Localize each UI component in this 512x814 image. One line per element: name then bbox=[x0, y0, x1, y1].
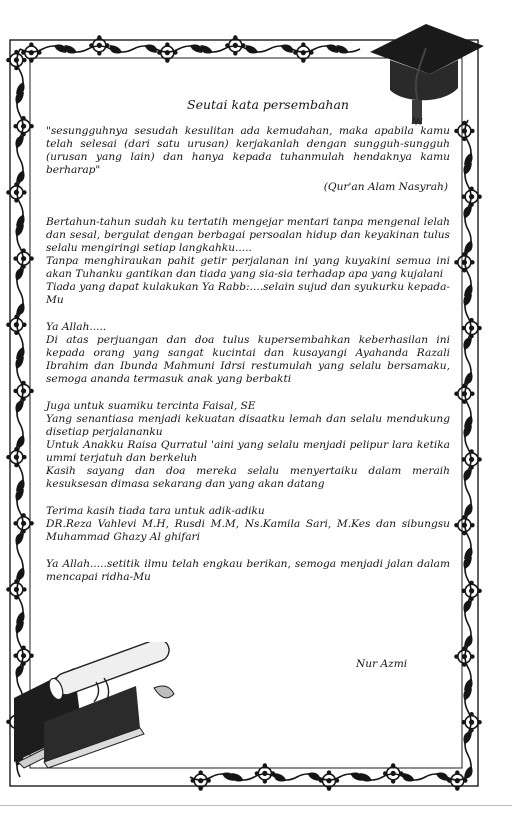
paragraph: Ya Allah..... bbox=[46, 321, 107, 333]
quote-text: "sesungguhnya sesudah kesulitan ada kemudahan, maka apabila kamu telah selesai (dari satu urusan) kerjakanlah dengan sungguh-sungguh (urusan yang lain) dan hanya kepada tuhanmulah hendaknya kamu berharap" bbox=[46, 125, 450, 176]
border-flower bbox=[255, 763, 275, 783]
border-flower bbox=[13, 381, 33, 401]
border-vine bbox=[465, 120, 471, 777]
signature-name: Nur Azmi bbox=[356, 658, 408, 670]
border-leaf bbox=[280, 41, 295, 56]
books-and-diploma-icon bbox=[4, 642, 194, 772]
border-flower bbox=[454, 515, 474, 535]
border-flower bbox=[319, 770, 339, 790]
quote-source: (Qur'an Alam Nasyrah) bbox=[323, 181, 448, 193]
paragraph: Tanpa menghiraukan pahit getir perjalanan ini yang kuyakini semua ini akan Tuhanku gantikan dan tiada yang sia-sia terhadap apa yang kujalani bbox=[46, 255, 450, 280]
paragraph: Kasih sayang dan doa mereka selalu menyertaiku dalam meraih kesuksesan dimasa sekarang dan yang akan datang bbox=[46, 465, 450, 490]
border-flower bbox=[461, 186, 481, 206]
paragraph: Tiada yang dapat kulakukan Ya Rabb:....selain sujud dan syukurku kepada-Mu bbox=[46, 281, 450, 306]
paragraph: Ya Allah.....setitik ilmu telah engkau berikan, semoga menjadi jalan dalam mencapai ridha-Mu bbox=[46, 558, 450, 583]
paragraph: Juga untuk suamiku tercinta Faisal, SE bbox=[46, 400, 256, 412]
paragraph: Yang senantiasa menjadi kekuatan disaatku lemah dan selalu mendukung disetiap perjalananku bbox=[46, 413, 450, 438]
border-flower bbox=[454, 384, 474, 404]
paragraph: Bertahun-tahun sudah ku tertatih mengejar mentari tanpa mengenal lelah dan sesal, bergulat dengan berbagai persoalan hidup dan keyakinan tulus selalu mengiringi setiap langkahku..... bbox=[46, 216, 450, 254]
paragraph: Untuk Anakku Raisa Qurratul 'aini yang selalu menjadi pelipur lara ketika ummi terjatuh dan berkeluh bbox=[46, 439, 450, 464]
dedication-body bbox=[46, 98, 450, 584]
border-flower bbox=[461, 712, 481, 732]
border-flower bbox=[89, 35, 109, 55]
border-flower bbox=[225, 35, 245, 55]
border-flower bbox=[13, 513, 33, 533]
border-flower bbox=[447, 770, 467, 790]
border-flower bbox=[6, 579, 26, 599]
border-flower bbox=[13, 248, 33, 268]
paragraph: Di atas perjuangan dan doa tulus kupersembahkan keberhasilan ini kepada orang yang sangat kucintai dan kusayangi Ayahanda Razali Ibrahim dan Ibunda Mahmuni Idrsi restumulah yang selalu bersamaku, semoga ananda termasuk anak yang berbakti bbox=[46, 334, 450, 385]
border-flower bbox=[6, 315, 26, 335]
border-flower bbox=[6, 447, 26, 467]
border-flower bbox=[383, 763, 403, 783]
border-flower bbox=[293, 42, 313, 62]
border-leaf bbox=[107, 42, 122, 57]
border-flower bbox=[461, 318, 481, 338]
page-edge-line bbox=[0, 805, 512, 806]
border-flower bbox=[461, 449, 481, 469]
border-flower bbox=[13, 116, 33, 136]
paragraph: Terima kasih tiada tara untuk adik-adiku bbox=[46, 505, 265, 517]
border-flower bbox=[157, 42, 177, 62]
paragraph: DR.Reza Vahlevi M.H, Rusdi M.M, Ns.Kamila Sari, M.Kes dan sibungsu Muhammad Ghazy Al ghifari bbox=[46, 518, 450, 543]
border-flower bbox=[454, 252, 474, 272]
border-leaf bbox=[243, 42, 258, 57]
border-flower bbox=[190, 770, 210, 790]
border-flower bbox=[454, 646, 474, 666]
border-leaf bbox=[144, 41, 159, 56]
page-title: Seutai kata persembahan bbox=[187, 97, 349, 112]
border-flower bbox=[6, 182, 26, 202]
border-flower bbox=[461, 581, 481, 601]
